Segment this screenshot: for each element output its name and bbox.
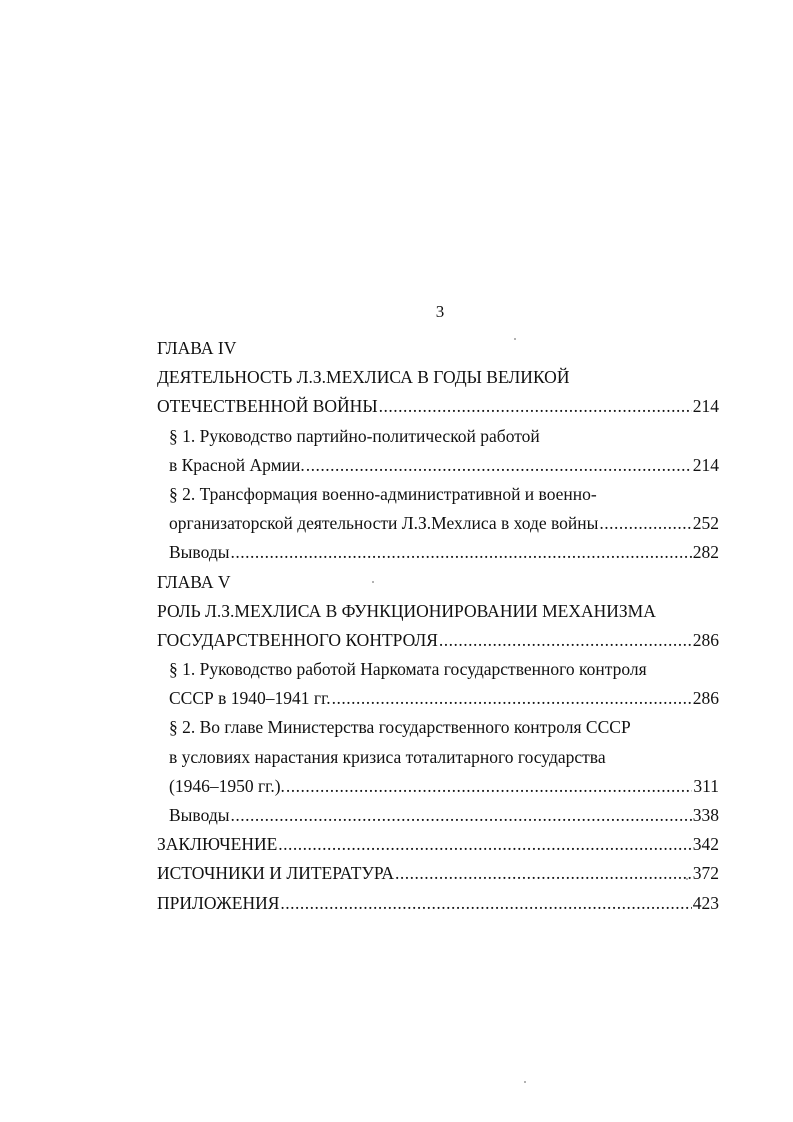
toc-entry-chapter-4[interactable] xyxy=(157,392,719,421)
toc-entry-title: организаторской деятельности Л.З.Мехлиса в ходе войны xyxy=(169,513,599,534)
page-number: 3 xyxy=(435,302,445,321)
toc-entry-page: 214 xyxy=(692,396,719,417)
toc-entry-title: СССР в 1940–1941 гг. xyxy=(169,688,331,709)
dot-leader xyxy=(278,830,691,859)
toc-entry-title: в Красной Армии. xyxy=(169,454,305,475)
toc-entry-title: Выводы xyxy=(169,542,230,563)
toc-entry-page: 372 xyxy=(692,863,719,884)
dot-leader xyxy=(230,801,691,830)
toc-subheading-text: § 1. Руководство партийно-политической работой xyxy=(169,425,540,446)
dot-leader xyxy=(395,859,692,888)
toc-entry-page: 423 xyxy=(692,892,719,913)
toc-subheading-text: § 2. Во главе Министерства государственного контроля СССР xyxy=(169,717,631,738)
toc-entry-page: 342 xyxy=(692,834,719,855)
toc-heading-text: РОЛЬ Л.З.МЕХЛИСА В ФУНКЦИОНИРОВАНИИ МЕХАНИЗМА xyxy=(157,600,656,621)
toc-entry-title: Выводы xyxy=(169,805,230,825)
toc-entry-title: ГОСУДАРСТВЕННОГО КОНТРОЛЯ xyxy=(157,629,438,650)
toc-entry-sources[interactable] xyxy=(157,859,719,888)
toc-entry-4-conclusions[interactable] xyxy=(157,538,719,567)
dot-leader xyxy=(230,538,691,567)
toc-entry-title: ЗАКЛЮЧЕНИЕ xyxy=(157,834,278,855)
toc-entry-title: ИСТОЧНИКИ И ЛИТЕРАТУРА xyxy=(157,863,395,884)
scan-speck xyxy=(514,338,516,340)
toc-subheading-text: в условиях нарастания кризиса тоталитарного государства xyxy=(169,746,606,767)
toc-heading-text: ГЛАВА V xyxy=(157,571,231,592)
toc-entry-page: 282 xyxy=(692,542,719,563)
toc-entry-page: 286 xyxy=(692,629,719,650)
toc-entry-5-1[interactable] xyxy=(157,684,719,713)
toc-subheading-5-2-cont xyxy=(157,743,719,772)
dot-leader xyxy=(439,626,692,655)
toc-heading-chapter-5-title xyxy=(157,597,719,626)
toc-subheading-text: § 2. Трансформация военно-административной и военно- xyxy=(169,483,597,504)
dot-leader xyxy=(306,451,692,480)
toc-subheading-4-2 xyxy=(157,480,719,509)
toc-entry-4-1[interactable] xyxy=(157,451,719,480)
scan-speck xyxy=(686,878,688,880)
toc-entry-4-2[interactable] xyxy=(157,509,719,538)
toc-heading-text: ДЕЯТЕЛЬНОСТЬ Л.З.МЕХЛИСА В ГОДЫ ВЕЛИКОЙ xyxy=(157,367,570,388)
toc-entry-page: 286 xyxy=(692,688,719,709)
toc-entry-conclusion[interactable] xyxy=(157,830,719,859)
scan-speck xyxy=(372,581,374,583)
scan-speck xyxy=(524,1081,526,1083)
dot-leader xyxy=(286,772,692,801)
toc-entry-appendices[interactable] xyxy=(157,889,719,918)
toc-heading-chapter-5 xyxy=(157,568,719,597)
toc-subheading-5-2 xyxy=(157,713,719,742)
toc-subheading-4-1 xyxy=(157,422,719,451)
toc-entry-page: 214 xyxy=(692,454,719,475)
toc-entry-5-conclusions[interactable] xyxy=(157,801,719,830)
toc-entry-page: 252 xyxy=(692,513,719,534)
toc-entry-title: ПРИЛОЖЕНИЯ xyxy=(157,892,280,913)
toc-entry-page: 338 xyxy=(692,805,719,825)
dot-leader xyxy=(379,392,692,421)
toc-subheading-text: § 1. Руководство работой Наркомата государственного контроля xyxy=(169,659,647,680)
dot-leader xyxy=(599,509,691,538)
toc-subheading-5-1 xyxy=(157,655,719,684)
toc-entry-title: (1946–1950 гг.). xyxy=(169,775,285,796)
toc-heading-text: ГЛАВА IV xyxy=(157,338,237,358)
toc-entry-title: ОТЕЧЕСТВЕННОЙ ВОЙНЫ xyxy=(157,396,378,417)
toc-entry-page: 311 xyxy=(693,775,719,796)
toc-entry-chapter-5[interactable] xyxy=(157,626,719,655)
dot-leader xyxy=(332,684,692,713)
toc-entry-5-2[interactable] xyxy=(157,772,719,801)
toc-heading-chapter-4-title xyxy=(157,363,719,392)
toc-heading-chapter-4 xyxy=(157,334,719,363)
dot-leader xyxy=(280,889,691,918)
table-of-contents xyxy=(157,334,719,918)
